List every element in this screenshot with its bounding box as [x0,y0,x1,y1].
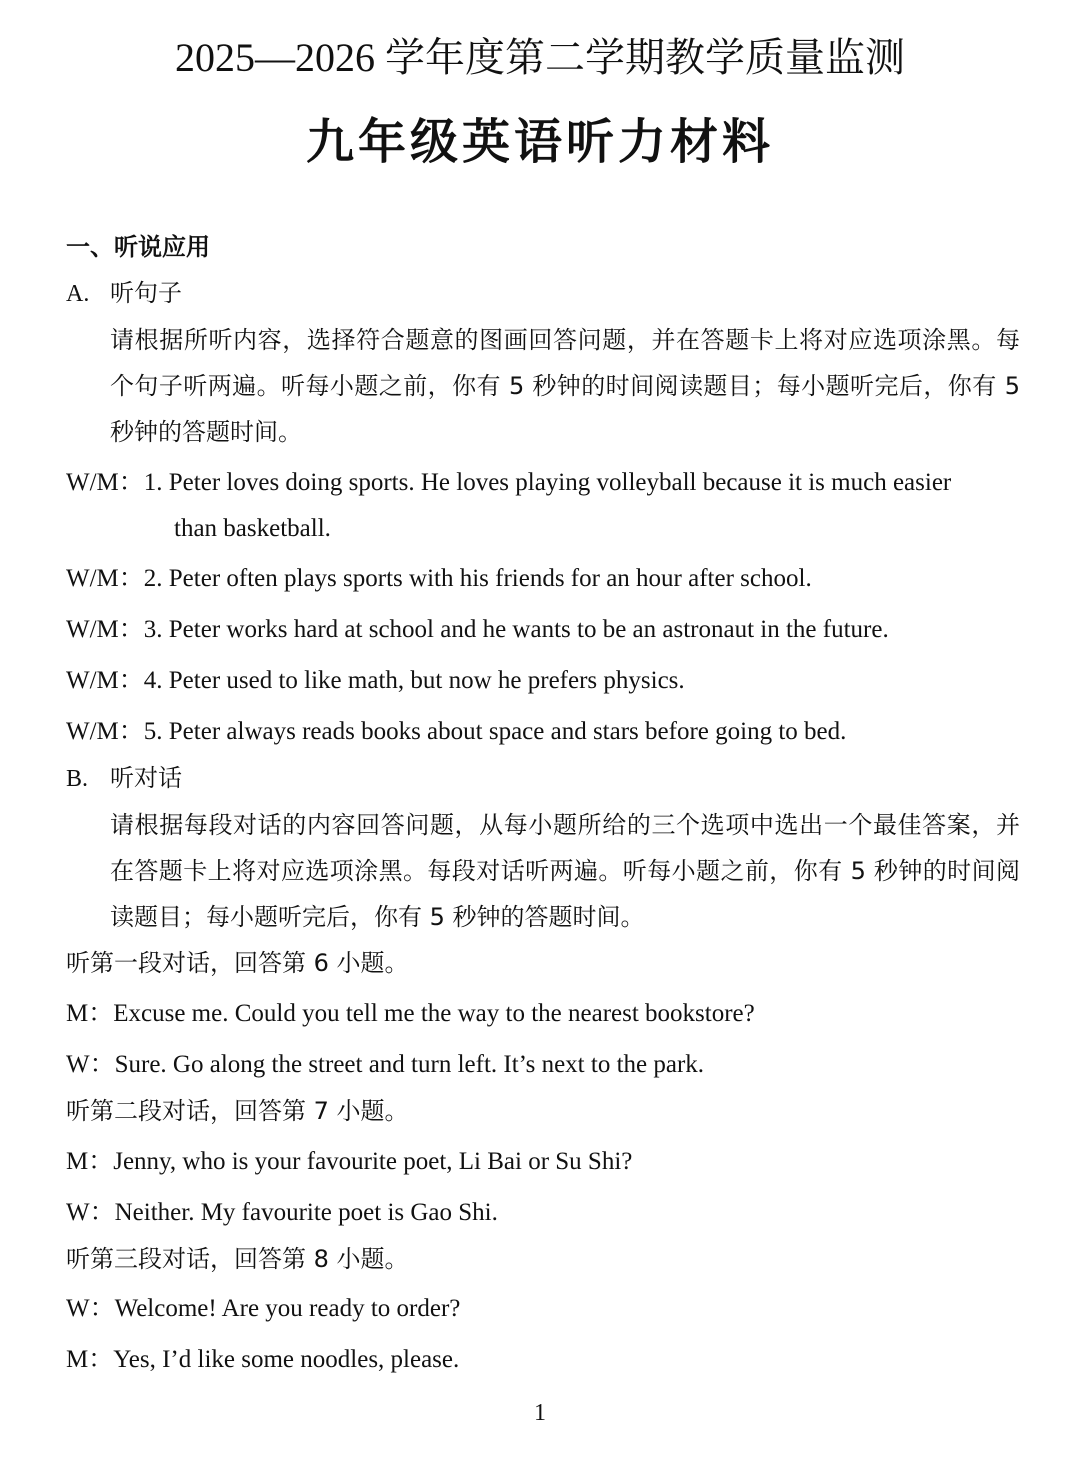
speaker-label: W/M： [66,469,144,496]
dialogue-intro: 听第二段对话，回答第 7 小题。 [66,1097,409,1125]
dialogue-line [66,1196,498,1230]
dialogue-intro: 听第三段对话，回答第 8 小题。 [66,1245,409,1273]
speaker-label: M： [66,1000,114,1027]
part-a-heading [66,276,182,311]
part-b-heading [66,761,182,796]
dialogue-intro: 听第一段对话，回答第 6 小题。 [66,949,409,977]
sentence-text: 3. Peter works hard at school and he wants to be an astronaut in the future. [143,616,889,643]
part-b-title: 听对话 [110,764,182,792]
list-item [66,466,951,500]
dialogue-text: Yes, I’d like some noodles, please. [113,1346,460,1373]
section-heading: 一、听说应用 [66,233,210,261]
part-a-label: A. [66,281,90,307]
sentence-text: 5. Peter always reads books about space and stars before going to bed. [143,718,847,745]
part-b-instructions: 请根据每段对话的内容回答问题，从每小题所给的三个选项中选出一个最佳答案，并在答题卡上将对应选项涂黑。每段对话听两遍。听每小题之前，你有 5 秒钟的时间阅读题目；每小题听完后，你有 5 秒钟的答题时间。 [110,811,1020,931]
speaker-label: W： [66,1199,115,1226]
dialogue-text: Excuse me. Could you tell me the way to the nearest bookstore? [113,1000,755,1027]
speaker-label: W： [66,1295,115,1322]
dialogue-line [66,1048,704,1082]
dialogue-text: Neither. My favourite poet is Gao Shi. [114,1199,498,1226]
dialogue-line [66,997,755,1031]
list-item [66,613,889,647]
dialogue-line [66,1145,632,1179]
sentence-continuation: than basketball. [174,515,331,542]
speaker-label: M： [66,1148,114,1175]
part-b-label: B. [66,766,89,792]
speaker-label: W/M： [66,616,144,643]
list-item [66,715,846,749]
sentence-text: 1. Peter loves doing sports. He loves playing volleyball because it is much easier [143,469,952,496]
dialogue-text: Welcome! Are you ready to order? [114,1295,461,1322]
dialogue-line [66,1292,460,1326]
list-item [66,664,685,698]
sentence-text: 4. Peter used to like math, but now he prefers physics. [143,667,685,694]
page-title: 2025—2026 学年度第二学期教学质量监测 [175,35,905,80]
page-subtitle: 九年级英语听力材料 [305,114,774,170]
sentence-text: 2. Peter often plays sports with his friends for an hour after school. [143,565,812,592]
part-a-instructions: 请根据所听内容，选择符合题意的图画回答问题，并在答题卡上将对应选项涂黑。每个句子听两遍。听每小题之前，你有 5 秒钟的时间阅读题目；每小题听完后，你有 5 秒钟的答题时间。 [110,326,1020,446]
dialogue-line [66,1343,459,1377]
page-number: 1 [534,1400,546,1426]
speaker-label: W/M： [66,718,144,745]
list-item [66,562,812,596]
dialogue-text: Jenny, who is your favourite poet, Li Bai or Su Shi? [113,1148,633,1175]
speaker-label: W/M： [66,667,144,694]
dialogue-text: Sure. Go along the street and turn left. It’s next to the park. [114,1051,705,1078]
part-a-title: 听句子 [110,279,182,307]
speaker-label: W/M： [66,565,144,592]
speaker-label: W： [66,1051,115,1078]
speaker-label: M： [66,1346,114,1373]
